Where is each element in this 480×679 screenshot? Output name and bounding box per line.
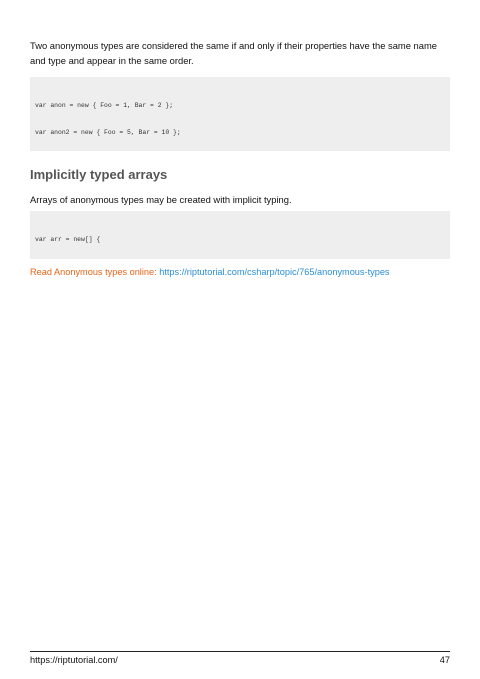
footer-site-url: https://riptutorial.com/ xyxy=(30,655,118,665)
intro-paragraph: Two anonymous types are considered the same if and only if their properties have the same name and type and appear in the same order. xyxy=(30,40,437,66)
code-line: var anon = new { Foo = 1, Bar = 2 }; xyxy=(35,102,174,109)
code-block-anonymous-type-equality xyxy=(30,77,450,151)
code-line: var anon2 = new { Foo = 5, Bar = 10 }; xyxy=(35,129,181,136)
read-online-line xyxy=(30,266,390,279)
footer-divider xyxy=(30,651,450,652)
section-paragraph: Arrays of anonymous types may be created with implicit typing. xyxy=(30,194,292,205)
code-block-implicit-array xyxy=(30,211,450,259)
code-line: var arr = new[] { xyxy=(35,236,101,243)
read-online-link[interactable]: https://riptutorial.com/csharp/topic/765/anonymous-types xyxy=(159,267,390,277)
section-heading: Implicitly typed arrays xyxy=(30,167,168,182)
page-number: 47 xyxy=(439,655,450,665)
read-online-label: Read Anonymous types online: xyxy=(30,267,160,277)
